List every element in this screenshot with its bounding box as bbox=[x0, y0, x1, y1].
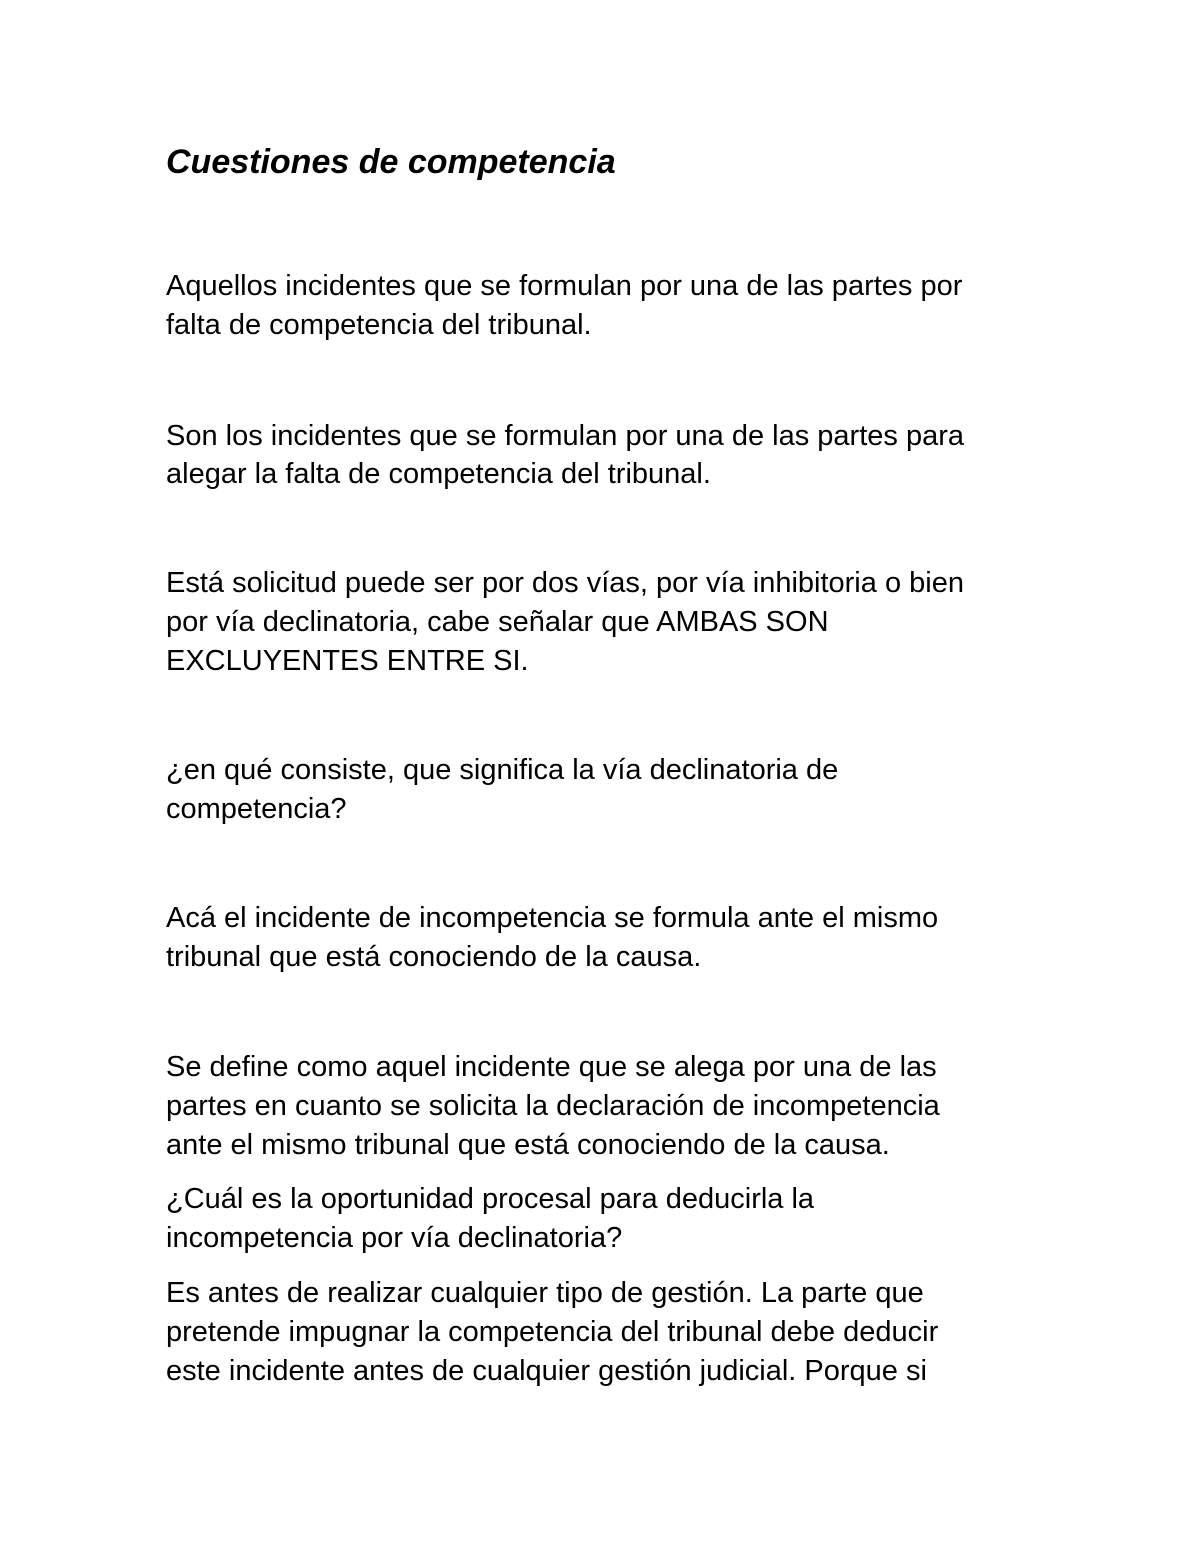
question-2-line-1: ¿Cuál es la oportunidad procesal para deducirla la bbox=[166, 1183, 815, 1215]
paragraph-5-line-1: Se define como aquel incidente que se alega por una de las bbox=[166, 1051, 937, 1083]
paragraph-5-line-3: ante el mismo tribunal que está conociendo de la causa. bbox=[166, 1129, 890, 1161]
paragraph-4-line-1: Acá el incidente de incompetencia se formula ante el mismo bbox=[166, 902, 939, 934]
paragraph-3-line-2: por vía declinatoria, cabe señalar que AMBAS SON bbox=[166, 606, 829, 638]
paragraph-2-line-1: Son los incidentes que se formulan por una de las partes para bbox=[166, 420, 964, 452]
paragraph-5-line-2: partes en cuanto se solicita la declaración de incompetencia bbox=[166, 1090, 940, 1122]
paragraph-2-line-2: alegar la falta de competencia del tribunal. bbox=[166, 458, 711, 490]
paragraph-1-line-2: falta de competencia del tribunal. bbox=[166, 309, 592, 341]
paragraph-3-line-1: Está solicitud puede ser por dos vías, por vía inhibitoria o bien bbox=[166, 567, 964, 599]
paragraph-1-line-1: Aquellos incidentes que se formulan por una de las partes por bbox=[166, 270, 963, 302]
paragraph-4-line-2: tribunal que está conociendo de la causa. bbox=[166, 941, 702, 973]
paragraph-6-line-1: Es antes de realizar cualquier tipo de gestión. La parte que bbox=[166, 1277, 924, 1309]
document-title: Cuestiones de competencia bbox=[166, 143, 616, 181]
question-1-line-2: competencia? bbox=[166, 793, 347, 825]
question-1-line-1: ¿en qué consiste, que significa la vía declinatoria de bbox=[166, 754, 839, 786]
paragraph-6-line-2: pretende impugnar la competencia del tribunal debe deducir bbox=[166, 1316, 939, 1348]
paragraph-3-line-3: EXCLUYENTES ENTRE SI. bbox=[166, 645, 529, 677]
question-2-line-2: incompetencia por vía declinatoria? bbox=[166, 1222, 623, 1254]
paragraph-6-line-3: este incidente antes de cualquier gestión judicial. Porque si bbox=[166, 1355, 927, 1387]
